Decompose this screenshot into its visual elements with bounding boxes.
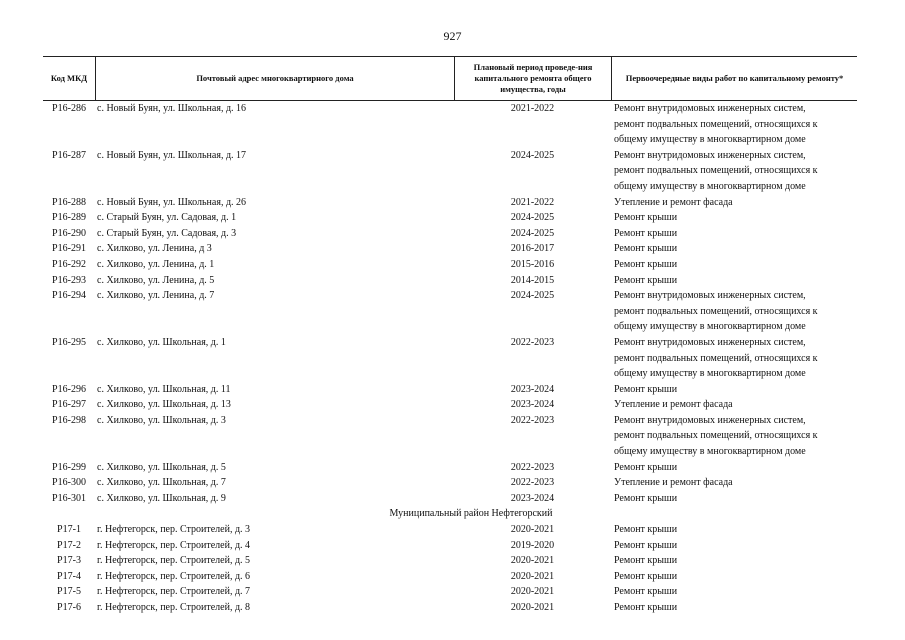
work-line: Утепление и ремонт фасада — [614, 477, 733, 489]
cell-address: с. Старый Буян, ул. Садовая, д. 3 — [97, 227, 237, 239]
work-line: Ремонт крыши — [614, 570, 678, 582]
cell-address: с. Хилково, ул. Школьная, д. 7 — [97, 477, 226, 489]
cell-work — [611, 460, 857, 476]
cell-code: P16-291 — [52, 243, 86, 255]
cell-address: с. Новый Буян, ул. Школьная, д. 17 — [97, 149, 247, 161]
table-row — [43, 538, 857, 554]
cell-code: P16-300 — [52, 477, 86, 489]
cell-address: с. Старый Буян, ул. Садовая, д. 1 — [97, 212, 237, 224]
work-line: Ремонт крыши — [614, 243, 678, 255]
header-work: Первоочередные виды работ по капитальному ремонту* — [611, 57, 857, 100]
table-row — [43, 397, 857, 413]
cell-work — [611, 288, 857, 335]
section-heading: Муниципальный район Нефтегорский — [389, 508, 553, 520]
cell-work — [611, 600, 857, 616]
work-line: общему имуществу в многоквартирном доме — [614, 180, 806, 192]
work-line: Ремонт крыши — [614, 586, 678, 598]
cell-code: P16-299 — [52, 461, 86, 473]
work-line: Ремонт внутридомовых инженерных систем, — [614, 103, 806, 114]
table-row — [43, 148, 857, 195]
header-period: Плановый период проведе-ния капитального ремонта общего имущества, годы — [454, 57, 611, 100]
cell-code: P16-289 — [52, 212, 86, 224]
page-number: 927 — [443, 29, 462, 43]
work-line: Ремонт крыши — [614, 212, 678, 224]
cell-work — [611, 553, 857, 569]
work-line: Ремонт крыши — [614, 258, 678, 270]
work-line: Ремонт крыши — [614, 274, 678, 286]
cell-period: 2024-2025 — [510, 290, 555, 302]
cell-address: г. Нефтегорск, пер. Строителей, д. 5 — [97, 555, 251, 567]
work-line: ремонт подвальных помещений, относящихся к — [614, 430, 818, 442]
cell-period: 2021-2022 — [510, 103, 555, 114]
work-line: Ремонт внутридомовых инженерных систем, — [614, 290, 806, 302]
work-line: Утепление и ремонт фасада — [614, 196, 733, 208]
cell-period: 2023-2024 — [510, 492, 555, 504]
work-line: общему имуществу в многоквартирном доме — [614, 368, 806, 380]
table-row — [43, 335, 857, 382]
cell-period: 2022-2023 — [510, 461, 555, 473]
table-row — [43, 210, 857, 226]
cell-address: с. Хилково, ул. Школьная, д. 9 — [97, 492, 226, 504]
cell-work — [611, 522, 857, 538]
cell-address: с. Хилково, ул. Школьная, д. 1 — [97, 336, 226, 348]
cell-address: г. Нефтегорск, пер. Строителей, д. 6 — [97, 570, 251, 582]
table-row — [43, 288, 857, 335]
work-line: общему имуществу в многоквартирном доме — [614, 321, 806, 333]
table-row — [43, 101, 857, 148]
table-row — [43, 460, 857, 476]
cell-code: P17-4 — [57, 570, 81, 582]
cell-code: P16-301 — [52, 492, 86, 504]
cell-period: 2020-2021 — [510, 602, 555, 613]
cell-address: с. Хилково, ул. Ленина, д. 5 — [97, 274, 215, 286]
cell-address: с. Хилково, ул. Школьная, д. 13 — [97, 399, 231, 411]
table-row — [43, 584, 857, 600]
work-line: Ремонт внутридомовых инженерных систем, — [614, 414, 806, 426]
work-line: Ремонт внутридомовых инженерных систем, — [614, 336, 806, 348]
cell-address: с. Хилково, ул. Школьная, д. 3 — [97, 414, 226, 426]
table-row — [43, 491, 857, 507]
cell-code: P16-288 — [52, 196, 86, 208]
cell-work — [611, 413, 857, 460]
cell-work — [611, 195, 857, 211]
cell-code: P16-297 — [52, 399, 86, 411]
cell-code: P17-1 — [57, 524, 81, 536]
table-row — [43, 600, 857, 616]
table-body — [43, 101, 857, 616]
cell-address: с. Хилково, ул. Ленина, д. 1 — [97, 258, 215, 270]
cell-period: 2022-2023 — [510, 414, 555, 426]
work-line: Ремонт крыши — [614, 524, 678, 536]
cell-code: P16-290 — [52, 227, 86, 239]
table-header — [43, 56, 857, 101]
cell-period: 2024-2025 — [510, 212, 555, 224]
cell-address: с. Хилково, ул. Ленина, д. 7 — [97, 290, 215, 302]
cell-code: P16-287 — [52, 149, 86, 161]
cell-work — [611, 382, 857, 398]
cell-work — [611, 397, 857, 413]
work-line: Ремонт крыши — [614, 492, 678, 504]
cell-work — [611, 538, 857, 554]
work-line: общему имуществу в многоквартирном доме — [614, 134, 806, 146]
table-row — [43, 241, 857, 257]
cell-period: 2020-2021 — [510, 586, 555, 598]
cell-code: P16-294 — [52, 290, 86, 302]
cell-code: P16-296 — [52, 383, 86, 395]
work-line: Ремонт крыши — [614, 461, 678, 473]
cell-address: с. Хилково, ул. Школьная, д. 5 — [97, 461, 226, 473]
work-line: Ремонт крыши — [614, 227, 678, 239]
cell-period: 2020-2021 — [510, 524, 555, 536]
work-line: Ремонт крыши — [614, 602, 678, 613]
cell-code: P16-292 — [52, 258, 86, 270]
cell-period: 2023-2024 — [510, 383, 555, 395]
cell-period: 2022-2023 — [510, 336, 555, 348]
cell-period: 2015-2016 — [510, 258, 555, 270]
cell-period: 2016-2017 — [510, 243, 555, 255]
table-row — [43, 553, 857, 569]
work-line: Ремонт внутридомовых инженерных систем, — [614, 149, 806, 161]
cell-work — [611, 584, 857, 600]
work-line: ремонт подвальных помещений, относящихся к — [614, 165, 818, 177]
cell-address: с. Новый Буян, ул. Школьная, д. 26 — [97, 196, 247, 208]
table-row — [43, 257, 857, 273]
table-row — [43, 226, 857, 242]
repair-schedule-table — [43, 56, 857, 616]
cell-code: P17-3 — [57, 555, 81, 567]
cell-period: 2019-2020 — [510, 539, 555, 551]
header-code: Код МКД — [50, 73, 88, 83]
work-line: Утепление и ремонт фасада — [614, 399, 733, 411]
cell-address: г. Нефтегорск, пер. Строителей, д. 8 — [97, 602, 251, 613]
cell-period: 2022-2023 — [510, 477, 555, 489]
cell-address: с. Хилково, ул. Школьная, д. 11 — [97, 383, 231, 395]
cell-period: 2023-2024 — [510, 399, 555, 411]
cell-period: 2014-2015 — [510, 274, 555, 286]
work-line: ремонт подвальных помещений, относящихся к — [614, 118, 818, 130]
table-row — [43, 522, 857, 538]
cell-period: 2021-2022 — [510, 196, 555, 208]
cell-address: г. Нефтегорск, пер. Строителей, д. 3 — [97, 524, 251, 536]
work-line: Ремонт крыши — [614, 539, 678, 551]
table-row — [43, 382, 857, 398]
work-line: ремонт подвальных помещений, относящихся к — [614, 305, 818, 317]
cell-address: с. Хилково, ул. Ленина, д 3 — [97, 243, 212, 255]
work-line: общему имуществу в многоквартирном доме — [614, 446, 806, 458]
cell-work — [611, 273, 857, 289]
cell-work — [611, 335, 857, 382]
work-line: Ремонт крыши — [614, 555, 678, 567]
cell-work — [611, 569, 857, 585]
cell-work — [611, 475, 857, 491]
table-row — [43, 569, 857, 585]
cell-address: г. Нефтегорск, пер. Строителей, д. 4 — [97, 539, 251, 551]
cell-code: P16-295 — [52, 336, 86, 348]
cell-work — [611, 101, 857, 148]
table-row — [43, 273, 857, 289]
cell-work — [611, 241, 857, 257]
cell-code: P17-2 — [57, 539, 81, 551]
cell-period: 2020-2021 — [510, 570, 555, 582]
cell-work — [611, 210, 857, 226]
cell-code: P16-286 — [52, 103, 86, 114]
cell-period: 2024-2025 — [510, 149, 555, 161]
cell-code: P16-298 — [52, 414, 86, 426]
cell-work — [611, 226, 857, 242]
cell-address: г. Нефтегорск, пер. Строителей, д. 7 — [97, 586, 251, 598]
cell-code: P16-293 — [52, 274, 86, 286]
header-address: Почтовый адрес многоквартирного дома — [95, 57, 454, 100]
cell-work — [611, 148, 857, 195]
table-row — [43, 195, 857, 211]
cell-period: 2020-2021 — [510, 555, 555, 567]
work-line: ремонт подвальных помещений, относящихся к — [614, 352, 818, 364]
cell-period: 2024-2025 — [510, 227, 555, 239]
table-row — [43, 475, 857, 491]
table-row — [43, 413, 857, 460]
cell-code: P17-6 — [57, 602, 81, 613]
cell-work — [611, 257, 857, 273]
cell-work — [611, 491, 857, 507]
cell-address: с. Новый Буян, ул. Школьная, д. 16 — [97, 103, 247, 114]
work-line: Ремонт крыши — [614, 383, 678, 395]
cell-code: P17-5 — [57, 586, 81, 598]
